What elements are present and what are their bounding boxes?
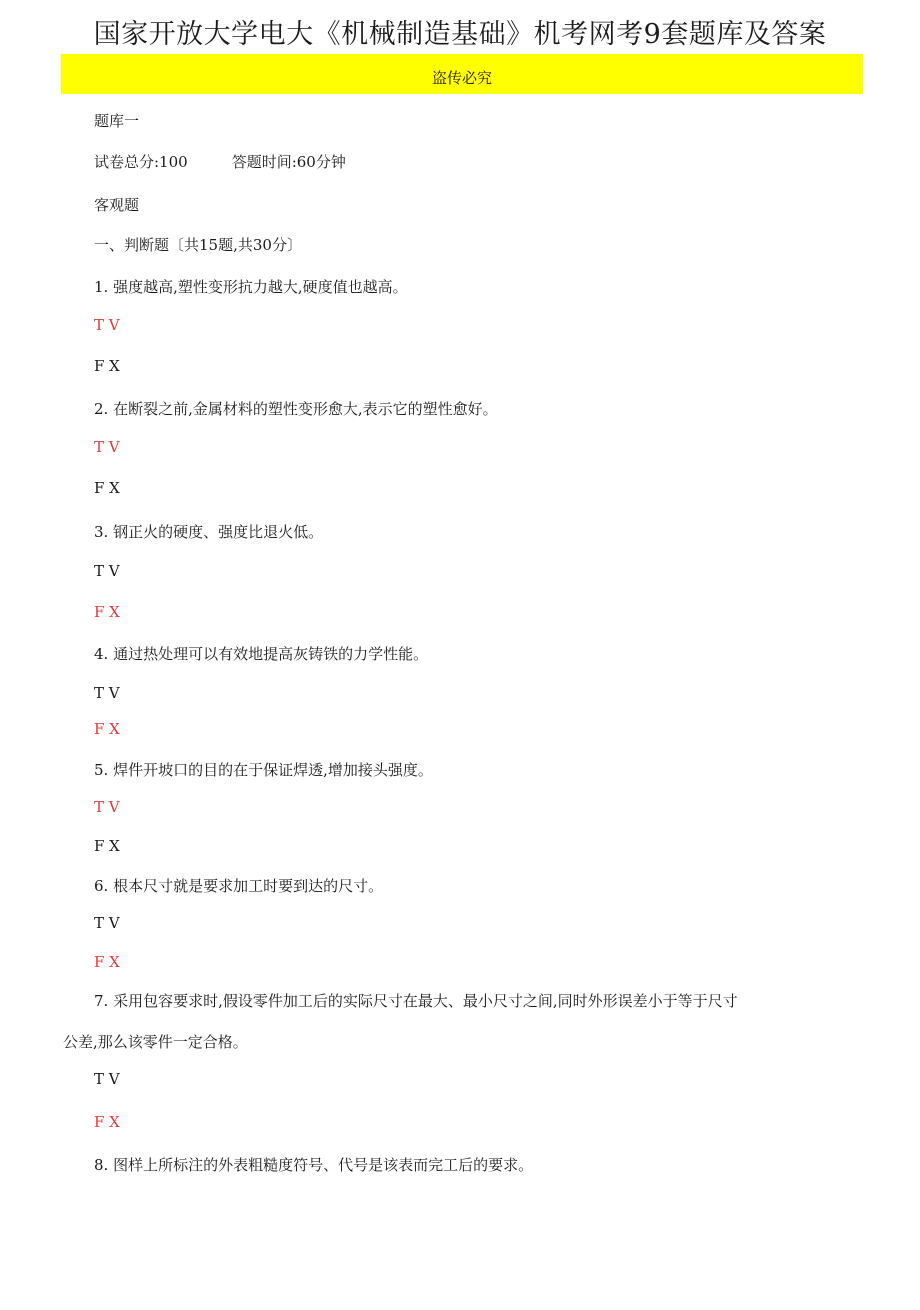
question-text: 4. 通过热处理可以有效地提高灰铸铁的力学性能。 [94,645,429,663]
document-title: 国家开放大学电大《机械制造基础》机考网考9套题库及答案 [93,19,827,50]
option-false: F X [94,1113,120,1131]
option-false: F X [94,357,120,375]
option-false: F X [94,953,120,971]
option-true: T V [94,1070,120,1088]
total-score: 试卷总分:100 [94,153,188,171]
part-heading: 一、判断题〔共15题,共30分〕 [94,236,302,254]
question-text: 8. 图样上所标注的外表粗糙度符号、代号是该表而完工后的要求。 [94,1156,534,1174]
option-false: F X [94,837,120,855]
exam-meta [94,151,346,172]
option-false: F X [94,479,120,497]
option-true: T V [94,684,120,702]
option-true: T V [94,798,120,816]
question-text: 2. 在断裂之前,金属材料的塑性变形愈大,表示它的塑性愈好。 [94,400,498,418]
question-text: 1. 强度越高,塑性变形抗力越大,硬度值也越高。 [94,278,408,296]
question-text: 3. 钢正火的硬度、强度比退火低。 [94,523,324,541]
question-text-line-2: 公差,那么该零件一定合格。 [63,1033,248,1051]
section-label: 客观题 [94,196,140,214]
question-text-line-1: 7. 采用包容要求时,假设零件加工后的实际尺寸在最大、最小尺寸之间,同时外形误差小于等于尺寸 [94,992,738,1010]
option-true: T V [94,438,120,456]
question-text: 5. 焊件开坡口的目的在于保证焊透,增加接头强度。 [94,761,433,779]
option-true: T V [94,914,120,932]
question-bank-label: 题库一 [94,112,140,130]
exam-time: 答题时间:60分钟 [231,153,346,171]
option-false: F X [94,720,120,738]
option-false: F X [94,603,120,621]
option-true: T V [94,316,120,334]
question-text: 6. 根本尺寸就是要求加工时要到达的尺寸。 [94,877,384,895]
option-true: T V [94,562,120,580]
notice-banner: 盗传必究 [61,54,863,94]
